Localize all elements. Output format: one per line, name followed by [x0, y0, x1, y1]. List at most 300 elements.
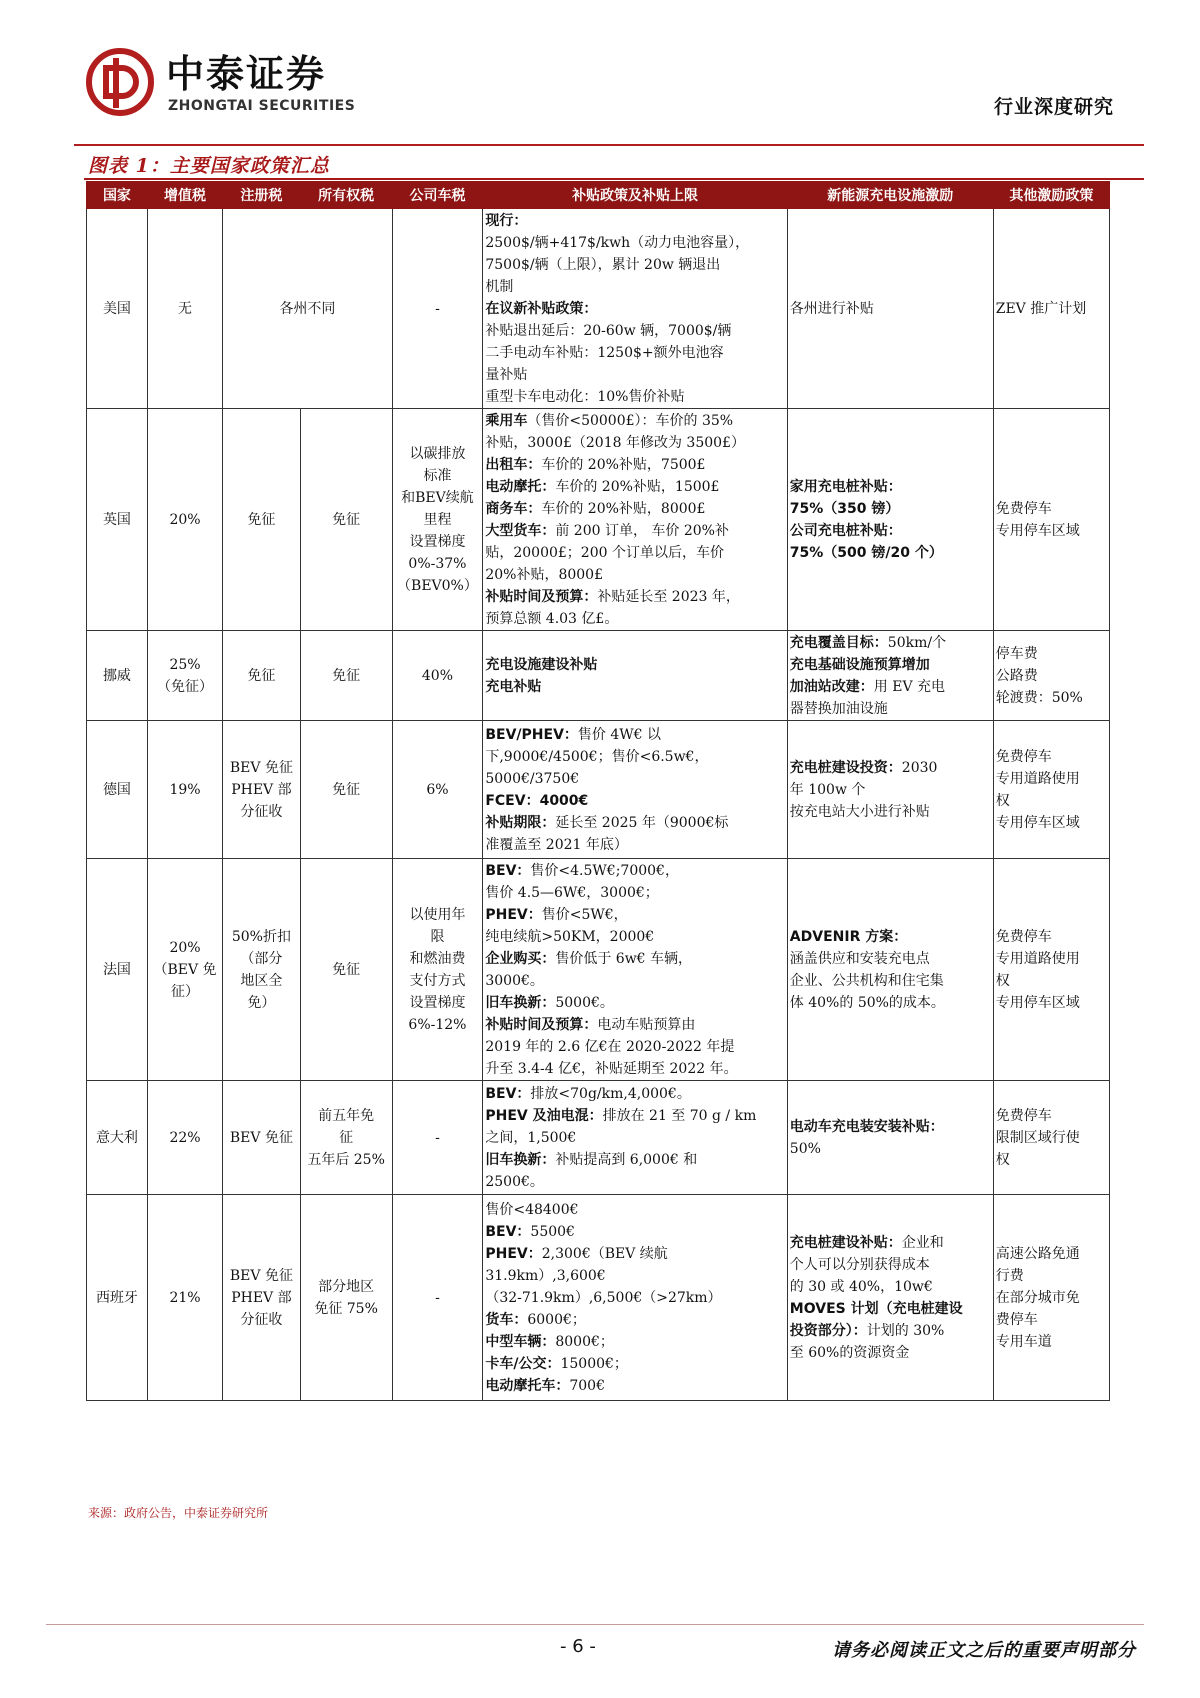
ownership-tax-cell: 免征: [300, 631, 392, 721]
cell-line: [790, 498, 991, 520]
figure-title: 图表 1：主要国家政策汇总: [88, 155, 330, 177]
cell-text: 准覆盖至 2021 年底）: [485, 836, 628, 853]
cell-line: 设置梯度: [409, 994, 466, 1011]
bold-label: 企业购买：: [485, 950, 556, 967]
other-incentive-cell: [993, 1195, 1109, 1401]
cell-line: [485, 1353, 784, 1375]
cell-line: [790, 1298, 991, 1320]
cell-line: [790, 801, 991, 823]
cell-text: 行费: [995, 1267, 1024, 1284]
bold-label: 加油站改建：: [789, 678, 874, 695]
bold-label: BEV：: [485, 862, 531, 879]
charging-incentive-cell: [787, 631, 993, 721]
cell-line: [996, 1127, 1107, 1149]
cell-text: 年 100w 个: [789, 781, 866, 798]
cell-line: [485, 364, 784, 386]
cell-text: 车价的 20%补贴，7500£: [541, 456, 706, 473]
cell-text: 公路费: [995, 667, 1038, 684]
cell-text: 免费停车: [995, 500, 1052, 517]
cell-text: 免费停车: [995, 748, 1052, 765]
subsidy-cell: [483, 209, 787, 409]
bold-label: 投资部分）：: [789, 1322, 867, 1339]
subsidy-cell: [483, 859, 787, 1081]
cell-text: 售价 4.5—6W€，3000€；: [485, 884, 659, 901]
cell-text: 2,300€（BEV 续航: [541, 1245, 668, 1262]
bold-label: 充电设施建设补贴: [485, 656, 598, 673]
cell-text: 20%补贴，8000£: [485, 566, 603, 583]
column-header: 国家: [87, 182, 148, 209]
cell-text: 50km/个: [887, 634, 947, 651]
cell-text: 至 60%的资源资金: [789, 1344, 910, 1361]
cell-line: BEV 免征: [229, 1267, 293, 1284]
cell-text: 补贴，3000£（2018 年修改为 3500£）: [485, 434, 745, 451]
cell-line: [996, 520, 1107, 542]
bold-label: FCEV：4000€: [485, 792, 589, 809]
cell-text: 3000€。: [485, 972, 544, 989]
cell-text: 企业、公共机构和住宅集: [789, 972, 944, 989]
other-incentive-cell: [993, 721, 1109, 859]
cell-text: 售价<5W€，: [541, 906, 628, 923]
cell-text: 700€: [569, 1377, 605, 1394]
cell-text: 免费停车: [995, 928, 1052, 945]
country-cell: 挪威: [87, 631, 148, 721]
cell-text: 车价的 20%补贴，8000£: [541, 500, 706, 517]
country-cell: 西班牙: [87, 1195, 148, 1401]
bold-label: PHEV：: [485, 1245, 542, 1262]
table-row-es: [87, 1195, 1110, 1401]
cell-line: [996, 1243, 1107, 1265]
cell-line: [485, 948, 784, 970]
cell-line: [485, 992, 784, 1014]
cell-text: 高速公路免通: [995, 1245, 1080, 1262]
table-source-note: 来源：政府公告，中泰证券研究所: [88, 1506, 269, 1520]
cell-line: （BEV0%）: [397, 577, 478, 594]
cell-line: [790, 1342, 991, 1364]
cell-line: 限: [430, 928, 445, 945]
cell-line: （BEV 免: [153, 961, 217, 978]
cell-text: 前 200 订单， 车价 20%补: [555, 522, 729, 539]
footer-disclaimer: 请务必阅读正文之后的重要声明部分: [832, 1640, 1136, 1661]
cell-line: [485, 1127, 784, 1149]
cell-text: 补贴退出延后：20-60w 辆，7000$/辆: [485, 322, 732, 339]
cell-line: [996, 812, 1107, 834]
cell-line: [790, 926, 991, 948]
other-incentive-cell: [993, 409, 1109, 631]
cell-text: 权: [995, 1151, 1010, 1168]
cell-line: [485, 1014, 784, 1036]
cell-line: [996, 643, 1107, 665]
cell-line: [485, 1199, 784, 1221]
cell-line: 征: [339, 1129, 354, 1146]
subsidy-cell: [483, 631, 787, 721]
cell-text: （售价<50000£）：车价的 35%: [527, 412, 734, 429]
cell-line: [485, 926, 784, 948]
bold-label: BEV：: [485, 1223, 531, 1240]
bold-label: 电动车充电装安装补贴：: [789, 1118, 944, 1135]
figure-title-rule: [84, 178, 1144, 180]
cell-text: 在部分城市免: [995, 1289, 1080, 1306]
cell-line: [485, 790, 784, 812]
cell-line: 标准: [423, 467, 452, 484]
country-cell: 德国: [87, 721, 148, 859]
cell-line: [996, 1309, 1107, 1331]
cell-line: 地区全: [240, 972, 283, 989]
cell-line: 以使用年: [409, 906, 466, 923]
vat-cell: [147, 631, 222, 721]
cell-line: BEV 免征: [229, 759, 293, 776]
cell-line: [485, 1221, 784, 1243]
cell-text: 二手电动车补贴：1250$+额外电池容: [485, 344, 724, 361]
vat-cell: 22%: [147, 1081, 222, 1195]
table-row-de: [87, 721, 1110, 859]
cell-text: 车价的 20%补贴，1500£: [555, 478, 720, 495]
cell-text: 涵盖供应和安装充电点: [789, 950, 930, 967]
cell-text: 2019 年的 2.6 亿€在 2020-2022 年提: [485, 1038, 735, 1055]
bold-label: 家用充电桩补贴：: [789, 478, 902, 495]
cell-text: 轮渡费：50%: [995, 689, 1083, 706]
cell-line: [485, 1036, 784, 1058]
registration-tax-cell: 免征: [223, 409, 301, 631]
cell-line: [790, 992, 991, 1014]
vat-cell: 19%: [147, 721, 222, 859]
cell-text: 2030: [901, 759, 938, 776]
cell-text: 费停车: [995, 1311, 1038, 1328]
column-header: 所有权税: [300, 182, 392, 209]
cell-text: 补贴提高到 6,000€ 和: [555, 1151, 698, 1168]
column-header: 注册税: [223, 182, 301, 209]
cell-text: 体 40%的 50%的成本。: [789, 994, 945, 1011]
cell-text: 免费停车: [995, 1107, 1052, 1124]
ownership-tax-cell: 免征: [300, 409, 392, 631]
cell-text: 7500$/辆（上限），累计 20w 辆退出: [485, 256, 721, 273]
country-cell: 法国: [87, 859, 148, 1081]
cell-line: [485, 608, 784, 630]
column-header: 其他激励政策: [993, 182, 1109, 209]
cell-line: [485, 342, 784, 364]
cell-line: [996, 1105, 1107, 1127]
cell-line: 20%: [169, 939, 201, 956]
column-header: 增值税: [147, 182, 222, 209]
bold-label: 电动摩托车：: [485, 1377, 570, 1394]
bold-label: BEV/PHEV：: [485, 726, 578, 743]
table-row-fr: [87, 859, 1110, 1081]
bold-label: ADVENIR 方案：: [789, 928, 908, 945]
vat-cell: 无: [147, 209, 222, 409]
cell-text: 2500€。: [485, 1173, 544, 1190]
company-logo: [86, 48, 606, 118]
company-tax-cell: -: [392, 209, 483, 409]
other-incentive-cell: [993, 1081, 1109, 1195]
cell-text: 各州进行补贴: [789, 300, 874, 317]
cell-line: [485, 386, 784, 408]
cell-line: 征）: [171, 983, 200, 1000]
header-divider: [74, 144, 1144, 146]
cell-line: [485, 970, 784, 992]
cell-line: [485, 1331, 784, 1353]
bold-label: 充电桩建设投资：: [789, 759, 902, 776]
cell-line: [485, 676, 784, 698]
cell-line: [790, 1320, 991, 1342]
subsidy-cell: [483, 1195, 787, 1401]
cell-text: 的 30 或 40%，10w€: [789, 1278, 933, 1295]
report-type: 行业深度研究: [993, 96, 1114, 118]
other-incentive-cell: [993, 859, 1109, 1081]
cell-text: 专用停车区域: [995, 994, 1080, 1011]
charging-incentive-cell: [787, 209, 993, 409]
vat-cell: 20%: [147, 409, 222, 631]
cell-text: 排放<70g/km,4,000€。: [530, 1085, 691, 1102]
cell-line: [790, 698, 991, 720]
cell-text: 停车费: [995, 645, 1038, 662]
country-cell: 英国: [87, 409, 148, 631]
vat-cell: 21%: [147, 1195, 222, 1401]
ownership-tax-cell: [300, 1195, 392, 1401]
cell-line: [485, 410, 784, 432]
company-tax-cell: 40%: [392, 631, 483, 721]
bold-label: 在议新补贴政策：: [485, 300, 598, 317]
other-incentive-cell: [993, 209, 1109, 409]
cell-line: [790, 1116, 991, 1138]
vat-cell: [147, 859, 222, 1081]
brand-name-en: ZHONGTAI SECURITIES: [168, 98, 356, 114]
cell-text: 31.9km）,3,600€: [485, 1267, 606, 1284]
cell-line: [996, 498, 1107, 520]
cell-text: 排放在 21 至 70 g / km: [602, 1107, 757, 1124]
cell-line: [996, 926, 1107, 948]
cell-line: [485, 1105, 784, 1127]
ownership-tax-cell: [300, 1081, 392, 1195]
table-header-row: [87, 182, 1110, 209]
company-tax-cell: -: [392, 1195, 483, 1401]
bold-label: 大型货车：: [485, 522, 556, 539]
policy-table: [86, 181, 1110, 1401]
cell-line: [790, 779, 991, 801]
cell-line: 设置梯度: [409, 533, 466, 550]
cell-line: [996, 790, 1107, 812]
cell-text: 权: [995, 972, 1010, 989]
cell-text: 器替换加油设施: [789, 700, 888, 717]
cell-text: 重型卡车电动化：10%售价补贴: [485, 388, 685, 405]
cell-text: 限制区域行使: [995, 1129, 1080, 1146]
registration-ownership-cell: 各州不同: [223, 209, 392, 409]
cell-line: 0%-37%: [408, 555, 467, 572]
bold-label: 卡车/公交：: [485, 1355, 561, 1372]
bold-label: 现行：: [485, 212, 528, 229]
cell-line: 五年后 25%: [307, 1151, 385, 1168]
cell-text: 专用停车区域: [995, 522, 1080, 539]
cell-line: [790, 1138, 991, 1160]
cell-text: 机制: [485, 278, 514, 295]
bold-label: 公司充电桩补贴：: [789, 522, 902, 539]
cell-text: （32-71.9km）,6,500€（>27km）: [485, 1289, 722, 1306]
cell-line: 分征收: [240, 803, 283, 820]
cell-line: [790, 948, 991, 970]
cell-text: 售价<4.5W€;7000€，: [530, 862, 679, 879]
cell-line: [996, 992, 1107, 1014]
cell-line: 免）: [247, 994, 276, 1011]
cell-text: 延长至 2025 年（9000€标: [555, 814, 729, 831]
bold-label: 乘用车: [485, 412, 528, 429]
cell-line: [485, 882, 784, 904]
cell-line: [790, 1254, 991, 1276]
table-row-us: [87, 209, 1110, 409]
company-tax-cell: -: [392, 1081, 483, 1195]
cell-text: 预算总额 4.03 亿£。: [485, 610, 619, 627]
cell-line: PHEV 部: [231, 781, 292, 798]
bold-label: 电动摩托：: [485, 478, 556, 495]
subsidy-cell: [483, 409, 787, 631]
cell-line: [485, 586, 784, 608]
cell-text: 按充电站大小进行补贴: [789, 803, 930, 820]
charging-incentive-cell: [787, 859, 993, 1081]
cell-text: 售价 4W€ 以: [577, 726, 662, 743]
ownership-tax-cell: 免征: [300, 859, 392, 1081]
cell-text: 用 EV 充电: [873, 678, 946, 695]
registration-tax-cell: 免征: [223, 631, 301, 721]
charging-incentive-cell: [787, 721, 993, 859]
cell-line: [790, 1276, 991, 1298]
cell-text: 升至 3.4-4 亿€，补贴延期至 2022 年。: [485, 1060, 738, 1077]
cell-line: [996, 1149, 1107, 1171]
cell-line: [485, 254, 784, 276]
cell-line: [790, 757, 991, 779]
cell-text: 50%: [789, 1140, 821, 1157]
bold-label: 补贴时间及预算：: [485, 1016, 598, 1033]
cell-line: [485, 1243, 784, 1265]
cell-text: 补贴延长至 2023 年，: [597, 588, 740, 605]
cell-line: [485, 860, 784, 882]
cell-line: 6%-12%: [408, 1016, 467, 1033]
bold-label: 75%（500 镑/20 个）: [789, 544, 943, 561]
cell-line: [485, 1375, 784, 1397]
cell-line: [790, 476, 991, 498]
cell-text: 售价<48400€: [485, 1201, 579, 1218]
table-row-it: [87, 1081, 1110, 1195]
cell-line: [485, 1265, 784, 1287]
cell-line: [996, 746, 1107, 768]
bold-label: 中型车辆：: [485, 1333, 556, 1350]
cell-line: 50%折扣: [231, 928, 291, 945]
cell-text: 15000€；: [560, 1355, 628, 1372]
cell-line: [996, 970, 1107, 992]
bold-label: 充电补贴: [485, 678, 542, 695]
cell-line: [485, 564, 784, 586]
charging-incentive-cell: [787, 1195, 993, 1401]
bold-label: MOVES 计划（充电桩建设: [789, 1300, 963, 1317]
page-number: - 6 -: [560, 1636, 596, 1657]
table-row-uk: [87, 409, 1110, 631]
cell-line: [485, 454, 784, 476]
cell-line: [790, 1232, 991, 1254]
bold-label: 旧车换新：: [485, 994, 556, 1011]
registration-tax-cell: BEV 免征: [223, 1081, 301, 1195]
cell-line: [996, 1287, 1107, 1309]
bold-label: 补贴时间及预算：: [485, 588, 598, 605]
cell-line: 25%: [169, 656, 201, 673]
bold-label: 75%（350 镑）: [789, 500, 900, 517]
cell-line: [790, 970, 991, 992]
cell-text: ZEV 推广计划: [995, 300, 1087, 317]
brand-name-cn: 中泰证券: [166, 52, 327, 96]
bold-label: 充电覆盖目标：: [789, 634, 888, 651]
footer-divider: [46, 1624, 1144, 1625]
registration-tax-cell: [223, 859, 301, 1081]
cell-text: 6000€；: [527, 1311, 586, 1328]
cell-line: （免征）: [157, 678, 214, 695]
cell-line: [790, 520, 991, 542]
company-tax-cell: 6%: [392, 721, 483, 859]
charging-incentive-cell: [787, 1081, 993, 1195]
bold-label: 旧车换新：: [485, 1151, 556, 1168]
cell-line: [485, 768, 784, 790]
cell-line: [996, 665, 1107, 687]
country-cell: 美国: [87, 209, 148, 409]
cell-line: PHEV 部: [231, 1289, 292, 1306]
company-tax-cell: [392, 409, 483, 631]
cell-line: 里程: [423, 511, 452, 528]
cell-line: [996, 768, 1107, 790]
bold-label: PHEV 及油电混：: [485, 1107, 603, 1124]
cell-text: 5000€。: [555, 994, 614, 1011]
ownership-tax-cell: 免征: [300, 721, 392, 859]
cell-line: [790, 298, 991, 320]
cell-text: 2500$/辆+417$/kwh（动力电池容量），: [485, 234, 750, 251]
cell-line: [485, 812, 784, 834]
cell-text: 企业和: [901, 1234, 944, 1251]
column-header: 公司车税: [392, 182, 483, 209]
cell-line: [485, 542, 784, 564]
cell-text: 纯电续航>50KM，2000€: [485, 928, 655, 945]
bold-label: 货车：: [485, 1311, 528, 1328]
charging-incentive-cell: [787, 409, 993, 631]
subsidy-cell: [483, 1081, 787, 1195]
cell-line: [485, 1171, 784, 1193]
cell-text: 个人可以分别获得成本: [789, 1256, 930, 1273]
cell-line: [485, 834, 784, 856]
company-tax-cell: [392, 859, 483, 1081]
cell-text: 专用道路使用: [995, 770, 1080, 787]
cell-text: 专用停车区域: [995, 814, 1080, 831]
cell-line: [485, 654, 784, 676]
cell-line: [790, 676, 991, 698]
cell-line: [485, 724, 784, 746]
cell-line: （部分: [240, 950, 283, 967]
cell-line: 支付方式: [409, 972, 466, 989]
bold-label: BEV：: [485, 1085, 531, 1102]
cell-line: [996, 298, 1107, 320]
registration-tax-cell: [223, 1195, 301, 1401]
cell-line: [485, 498, 784, 520]
cell-text: 计划的 30%: [866, 1322, 945, 1339]
cell-text: 量补贴: [485, 366, 528, 383]
cell-line: [485, 520, 784, 542]
cell-text: 电动车贴预算由: [597, 1016, 696, 1033]
cell-line: [485, 1083, 784, 1105]
cell-text: 贴，20000£；200 个订单以后，车价: [485, 544, 724, 561]
country-cell: 意大利: [87, 1081, 148, 1195]
bold-label: 商务车：: [485, 500, 542, 517]
cell-line: [996, 687, 1107, 709]
table-row-no: [87, 631, 1110, 721]
bold-label: 充电基础设施预算增加: [789, 656, 930, 673]
cell-line: [485, 476, 784, 498]
cell-line: [485, 1149, 784, 1171]
cell-text: 权: [995, 792, 1010, 809]
cell-line: [485, 432, 784, 454]
cell-line: [790, 632, 991, 654]
subsidy-cell: [483, 721, 787, 859]
cell-line: [485, 298, 784, 320]
